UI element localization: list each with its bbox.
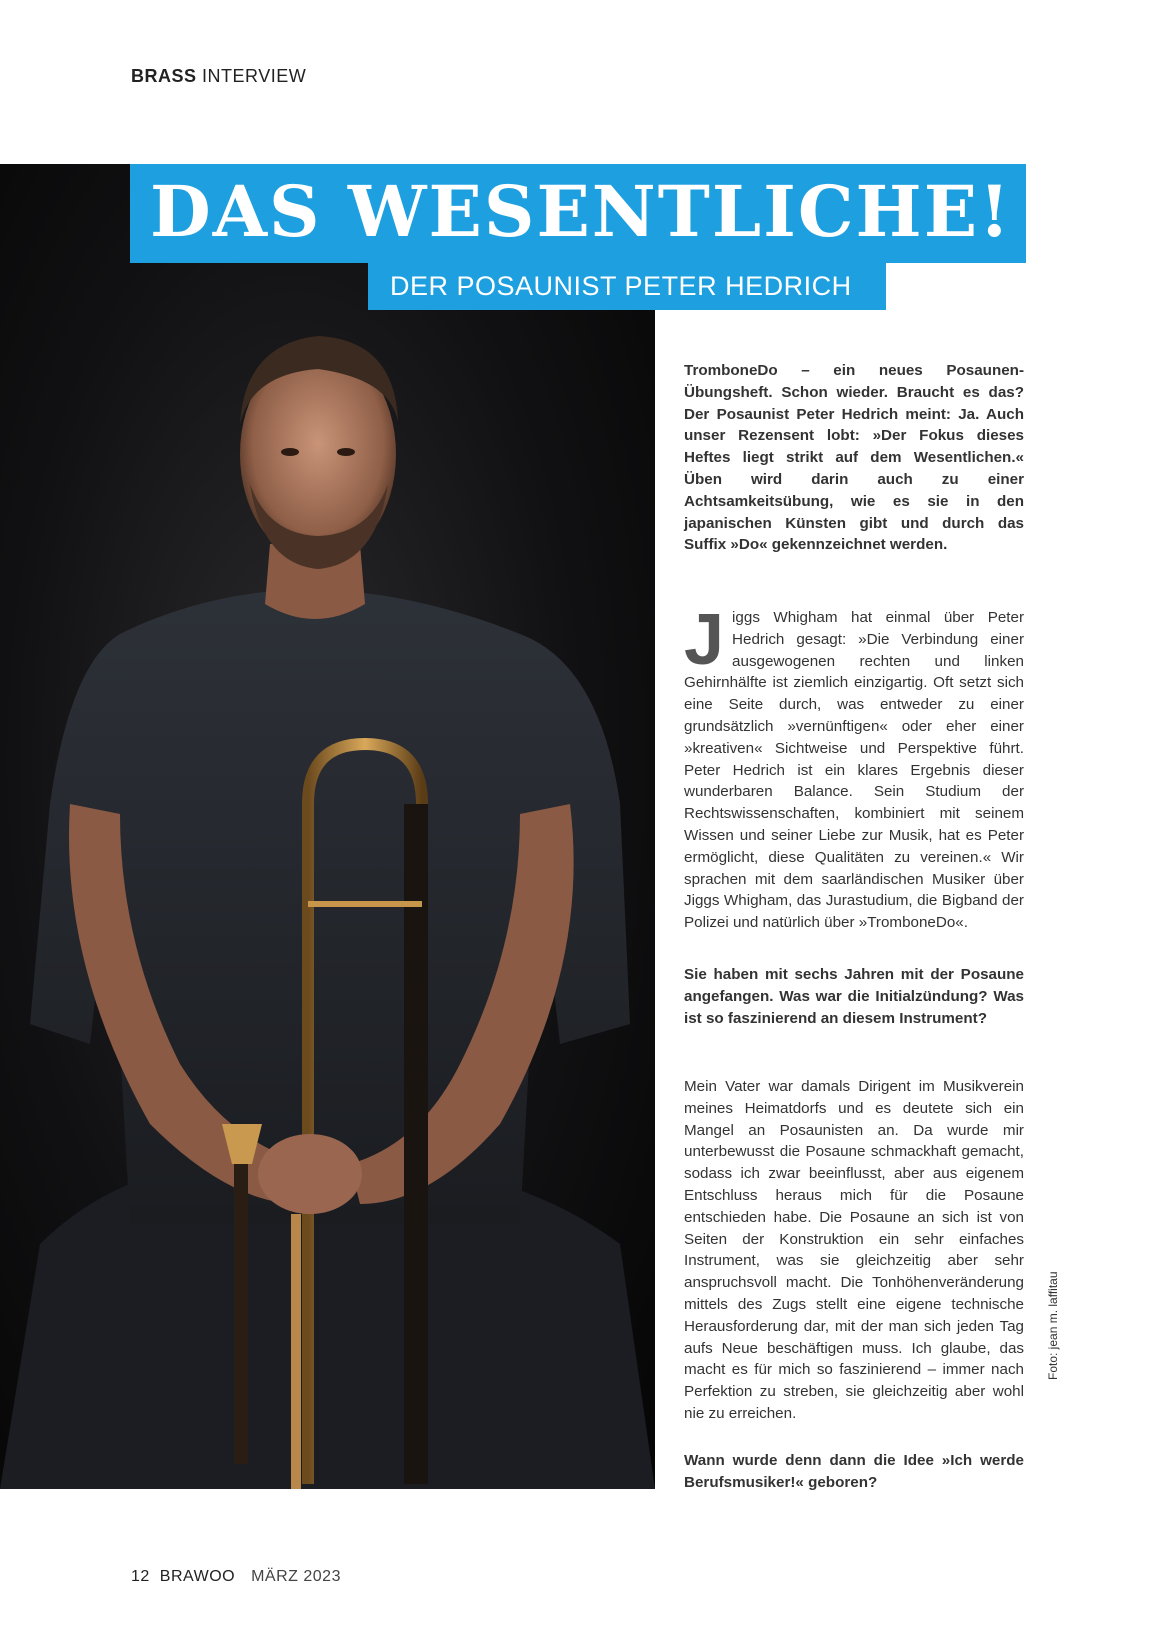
answer-1: Mein Vater war damals Dirigent im Musikverein meines Heimatdorfs und es deutete sich ein Mangel an Posaunisten an. Da wurde mir unterbewusst die Posaune schmackhaft gemacht, sodass ich zwar beeinflusst, aber aus eigenem Entschluss heraus mich für die Posaune entschieden habe. Die Posaune an sich ist von Seiten der Konstruktion ein sehr einfaches Instrument, was sie gleichzeitig aber sehr anspruchsvoll macht. Die Tonhöhenveränderung mittels des Zugs stellt eine eigene technische Herausforderung dar, mit der man sich jeden Tag aufs Neue beschäftigen muss. Ich glaube, das macht es für mich so faszinierend – immer nach Perfektion zu streben, sie gleichzeitig aber wohl nie zu erreichen. [684, 1078, 1024, 1422]
portrait-photo [0, 164, 655, 1489]
section-label [131, 66, 306, 87]
trombonist-illustration [0, 164, 655, 1489]
headline: DAS WESENTLICHE! [150, 170, 1012, 253]
page-footer [131, 1568, 351, 1586]
page-number: 12 [131, 1568, 150, 1585]
question-1: Sie haben mit sechs Jahren mit der Posaune angefangen. Was war die Initialzündung? Was ist so faszinierend an diesem Instrument? [684, 966, 1024, 1027]
intro-paragraph [684, 600, 1024, 934]
section-label-bold: BRASS [131, 66, 197, 86]
intro-text: iggs Whigham hat einmal über Peter Hedrich gesagt: »Die Verbindung einer ausgewogenen rechten und linken Gehirnhälfte ist ziemlich einzigartig. Oft setzt sich eine Seite durch, was entweder zu einer grundsätzlich »vernünftigen« oder eher einer »kreativen« Sichtweise und Perspektive führt. Peter Hedrich ist ein klares Ergebnis dieser wunderbaren Balance. Sein Studium der Rechtswissenschaften, kombiniert mit seinem Wissen und seiner Liebe zur Musik, hat es Peter ermöglicht, diese Qualitäten zu vereinen.« Wir sprachen mit dem saarländischen Musiker über Jiggs Whigham, das Jurastudium, die Bigband der Polizei und natürlich über »TromboneDo«. [684, 609, 1024, 932]
magazine-name: BRAWOO [159, 1568, 236, 1585]
issue-date: MÄRZ 2023 [251, 1568, 341, 1585]
subheadline: DER POSAUNIST PETER HEDRICH [390, 271, 852, 301]
section-label-rest: INTERVIEW [196, 66, 307, 86]
question-2: Wann wurde denn dann die Idee »Ich werde Berufsmusiker!« geboren? [684, 1452, 1024, 1491]
lead-paragraph: TromboneDo – ein neues Posaunen-Übungsheft. Schon wieder. Braucht es das? Der Posaunist Peter Hedrich meint: Ja. Auch unser Rezensent lobt: »Der Fokus dieses Heftes liegt strikt auf dem Wesentlichen.« Üben wird darin auch zu einer Achtsamkeitsübung, wie es sie in den japanischen Künsten gibt und durch das Suffix »Do« gekennzeichnet werden. [684, 362, 1024, 554]
dropcap: J [684, 600, 725, 680]
photo-credit: Foto: jean m. laffitau [1046, 1271, 1060, 1380]
